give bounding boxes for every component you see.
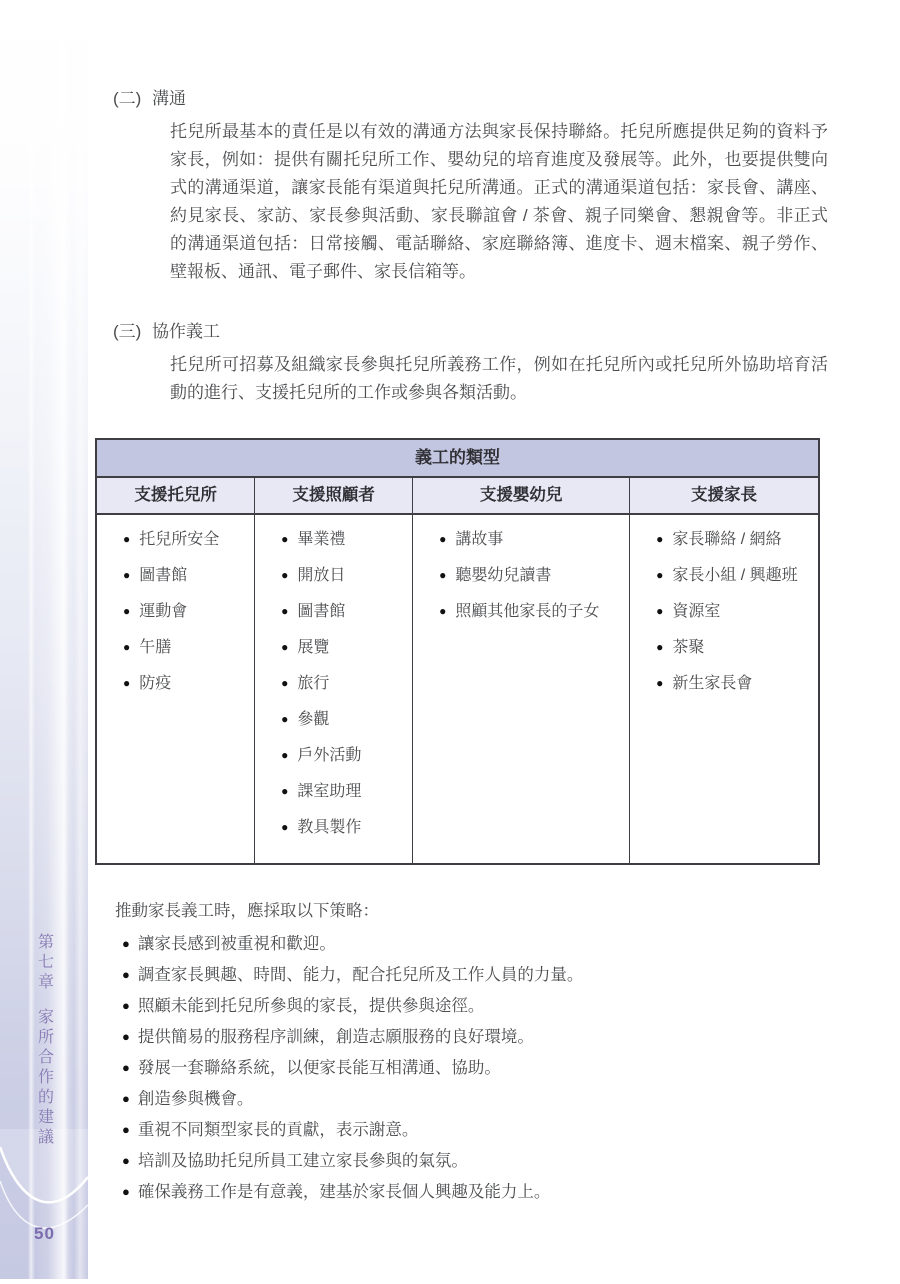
bullet-icon: ● (123, 568, 131, 582)
strategy-item-label: 提供簡易的服務程序訓練，創造志願服務的良好環境。 (137, 1028, 534, 1046)
table-column-infants (412, 515, 629, 863)
table-item (281, 817, 404, 839)
table-column-nursery (97, 515, 254, 863)
table-item (656, 601, 810, 623)
left-decoration-band (0, 0, 88, 1279)
strategies-section (95, 899, 828, 1208)
column-header: 支援照顧者 (254, 478, 412, 513)
section-heading (95, 318, 828, 346)
table-item (123, 637, 246, 659)
table-item (281, 781, 404, 803)
table-item-label: 旅行 (297, 675, 330, 692)
strategy-item-label: 確保義務工作是有意義，建基於家長個人興趣及能力上。 (137, 1183, 551, 1201)
table-item (656, 637, 810, 659)
table-body-row (97, 515, 818, 863)
section-heading (95, 85, 828, 113)
strategy-item-label: 培訓及協助托兒所員工建立家長參與的氣氛。 (137, 1152, 468, 1170)
table-item (656, 673, 810, 695)
table-item (281, 745, 404, 767)
bullet-icon: ● (281, 676, 289, 690)
bullet-icon: ● (123, 604, 131, 618)
bullet-icon: ● (656, 604, 664, 618)
bullet-icon: ● (122, 998, 130, 1013)
table-item-label: 家長聯絡 / 網絡 (672, 531, 782, 548)
bullet-icon: ● (281, 604, 289, 618)
table-item-label: 防疫 (139, 675, 172, 692)
table-item-label: 新生家長會 (672, 675, 753, 692)
bullet-icon: ● (123, 532, 131, 546)
table-item-label: 托兒所安全 (139, 531, 220, 548)
bullet-icon: ● (281, 640, 289, 654)
table-column-parents (629, 515, 818, 863)
section-paragraph: 托兒所可招募及組織家長參與托兒所義務工作，例如在托兒所內或托兒所外協助培育活動的進行、支援托兒所的工作或參與各類活動。 (170, 355, 828, 402)
bullet-icon: ● (122, 1029, 130, 1044)
column-header: 支援托兒所 (97, 478, 254, 513)
section-volunteers (95, 318, 828, 407)
table-header-row (97, 478, 818, 515)
strategies-list (95, 929, 828, 1208)
bullet-icon: ● (439, 568, 447, 582)
strategy-item (95, 929, 828, 960)
section-communication (95, 85, 828, 286)
table-item (439, 565, 621, 587)
table-item (439, 601, 621, 623)
strategy-item (95, 1053, 828, 1084)
table-item-label: 開放日 (297, 567, 346, 584)
strategy-item (95, 1115, 828, 1146)
strategy-item (95, 1177, 828, 1208)
strategy-item-label: 創造參與機會。 (137, 1090, 254, 1108)
page-number: 50 (34, 1224, 55, 1243)
bullet-icon: ● (439, 604, 447, 618)
table-item (281, 709, 404, 731)
table-item-label: 茶聚 (672, 639, 705, 656)
table-item (281, 673, 404, 695)
table-item (281, 529, 404, 551)
strategy-item-label: 發展一套聯絡系統，以便家長能互相溝通、協助。 (137, 1059, 501, 1077)
bullet-icon: ● (281, 712, 289, 726)
table-item-label: 教具製作 (297, 819, 362, 836)
section-title: 溝通 (152, 89, 186, 108)
section-title: 協作義工 (152, 322, 220, 341)
table-item-label: 圖書館 (297, 603, 346, 620)
table-item (656, 565, 810, 587)
strategy-item (95, 1084, 828, 1115)
bullet-icon: ● (122, 1153, 130, 1168)
strategy-item (95, 1022, 828, 1053)
table-item-label: 圖書館 (139, 567, 188, 584)
strategies-intro: 推動家長義工時，應採取以下策略： (115, 902, 379, 920)
table-item-label: 講故事 (455, 531, 504, 548)
bullet-icon: ● (122, 1122, 130, 1137)
table-item (123, 529, 246, 551)
table-item-label: 課室助理 (297, 783, 362, 800)
table-title: 義工的類型 (97, 440, 818, 478)
table-item (123, 601, 246, 623)
bullet-icon: ● (656, 676, 664, 690)
table-item (281, 565, 404, 587)
bullet-icon: ● (439, 532, 447, 546)
strategy-item-label: 重視不同類型家長的貢獻，表示謝意。 (137, 1121, 419, 1139)
section-label: (三) (113, 322, 142, 341)
bullet-icon: ● (122, 1060, 130, 1075)
bullet-icon: ● (281, 748, 289, 762)
table-item (439, 529, 621, 551)
bullet-icon: ● (281, 820, 289, 834)
bullet-icon: ● (122, 1184, 130, 1199)
bullet-icon: ● (281, 568, 289, 582)
bullet-icon: ● (656, 532, 664, 546)
main-content (95, 85, 828, 1208)
table-item-label: 家長小組 / 興趣班 (672, 567, 798, 584)
column-header: 支援嬰幼兒 (412, 478, 629, 513)
table-item-label: 戶外活動 (297, 747, 362, 764)
strategy-item-label: 調查家長興趣、時間、能力，配合托兒所及工作人員的力量。 (137, 966, 584, 984)
bullet-icon: ● (123, 640, 131, 654)
swoosh-graphic (0, 1129, 88, 1279)
volunteer-types-table (95, 438, 820, 865)
table-item-label: 參觀 (297, 711, 330, 728)
table-item-label: 照顧其他家長的子女 (455, 603, 600, 620)
table-item (281, 601, 404, 623)
table-item (123, 673, 246, 695)
bullet-icon: ● (122, 1091, 130, 1106)
table-item (281, 637, 404, 659)
bullet-icon: ● (122, 967, 130, 982)
table-item-label: 展覽 (297, 639, 330, 656)
bullet-icon: ● (122, 936, 130, 951)
table-item (656, 529, 810, 551)
table-item (123, 565, 246, 587)
strategy-item-label: 讓家長感到被重視和歡迎。 (137, 935, 336, 953)
chapter-title: 家所合作的建議 (35, 1008, 53, 1148)
strategy-item-label: 照顧未能到托兒所參與的家長，提供參與途徑。 (137, 997, 485, 1015)
bullet-icon: ● (123, 676, 131, 690)
bullet-icon: ● (281, 784, 289, 798)
chapter-label (29, 933, 59, 1148)
section-paragraph: 托兒所最基本的責任是以有效的溝通方法與家長保持聯絡。托兒所應提供足夠的資料予家長，例如：提供有關托兒所工作、嬰幼兒的培育進度及發展等。此外，也要提供雙向式的溝通渠道，讓家長能有渠道與托兒所溝通。正式的溝通渠道包括：家長會、講座、約見家長、家訪、家長參與活動、家長聯誼會 / 茶會、親子同樂會、懇親會等。非正式的溝通渠道包括：日常接觸、電話聯絡、家庭聯絡簿、進度卡、週末檔案、親子勞作、壁報板、通訊、電子郵件、家長信箱等。 (170, 122, 828, 281)
strategy-item (95, 1146, 828, 1177)
bullet-icon: ● (656, 568, 664, 582)
strategy-item (95, 991, 828, 1022)
section-label: (二) (113, 89, 142, 108)
column-header: 支援家長 (629, 478, 818, 513)
table-column-carers (254, 515, 412, 863)
swoosh-decoration (0, 1129, 88, 1279)
strategy-item (95, 960, 828, 991)
table-item-label: 午膳 (139, 639, 172, 656)
table-item-label: 運動會 (139, 603, 188, 620)
bullet-icon: ● (281, 532, 289, 546)
table-item-label: 畢業禮 (297, 531, 346, 548)
table-item-label: 聽嬰幼兒讀書 (455, 567, 552, 584)
chapter-number: 第七章 (35, 933, 53, 993)
bullet-icon: ● (656, 640, 664, 654)
table-item-label: 資源室 (672, 603, 721, 620)
